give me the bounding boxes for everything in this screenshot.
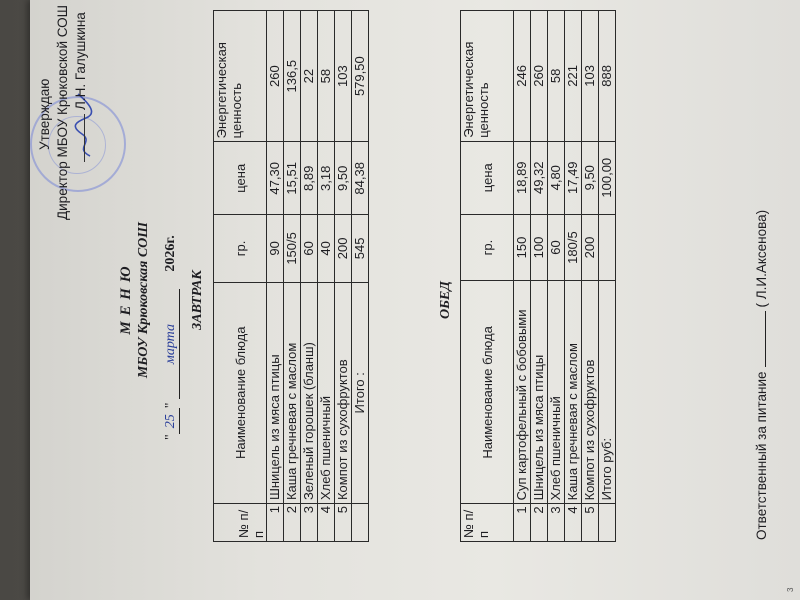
lunch-table [460, 10, 616, 542]
table-total-row: Итого руб: 100,00 888 [599, 11, 616, 542]
approval-line-2: Директор МБОУ Крюковской СОШ [55, 4, 70, 220]
responsible-label: Ответственный за питание [754, 371, 769, 540]
table-row: 5 Компот из сухофруктов 200 9,50 103 [335, 11, 352, 542]
table-row: 3 Хлеб пшеничный 60 4,80 58 [548, 11, 565, 542]
table-row: 4 Хлеб пшеничный 40 3,18 58 [318, 11, 335, 542]
column-header-energy: Энергетическая ценность [461, 11, 514, 142]
menu-paper-sheet [30, 0, 800, 600]
column-header-energy: Энергетическая ценность [214, 11, 267, 142]
column-header-grams: гр. [461, 214, 514, 281]
breakfast-table [213, 10, 369, 542]
responsible-signature-line [754, 210, 769, 540]
table-total-row: Итого : 545 84,38 579,50 [352, 11, 369, 542]
approval-line-3: Л.Н. Галушкина [73, 12, 88, 110]
table-row: 2 Каша гречневая с маслом 150/5 15,51 136,5 [284, 11, 301, 542]
breakfast-heading: ЗАВТРАК [190, 270, 205, 330]
column-header-price: цена [461, 141, 514, 214]
table-row: 3 Зеленый горошек (бланш) 60 8,89 22 [301, 11, 318, 542]
table-row: 4 Каша гречневая с маслом 180/5 17,49 221 [565, 11, 582, 542]
column-header-name: Наименование блюда [461, 281, 514, 504]
table-row: 5 Компот из сухофруктов 200 9,50 103 [582, 11, 599, 542]
column-header-grams: гр. [214, 215, 267, 282]
responsible-signature-icon [765, 311, 766, 367]
menu-date: "25" марта 2026г. [163, 235, 178, 440]
approval-line-1: Утверждаю [37, 78, 52, 150]
school-name: МБОУ Крюковская СОШ [136, 221, 151, 379]
table-row: 1 Суп картофельный с бобовыми 150 18,89 246 [514, 11, 531, 542]
date-month: марта [163, 289, 180, 399]
signature-line [84, 114, 85, 162]
column-header-price: цена [214, 142, 267, 215]
lunch-heading: ОБЕД [438, 281, 453, 319]
table-row: 2 Шницель из мяса птицы 100 49,32 260 [531, 11, 548, 542]
responsible-name: ( Л.И.Аксенова) [754, 209, 769, 308]
table-header-row [461, 11, 514, 542]
page-number: 3 [786, 587, 795, 592]
table-header-row [214, 11, 267, 542]
table-row: 1 Шницель из мяса птицы 90 47,30 260 [267, 11, 284, 542]
approval-block [36, 5, 90, 220]
date-day: 25 [163, 408, 180, 434]
column-header-name: Наименование блюда [214, 282, 267, 504]
menu-document [30, 0, 800, 600]
column-header-number: № п/п [461, 504, 514, 542]
date-year: 2026г. [163, 235, 178, 272]
column-header-number: № п/п [214, 504, 267, 542]
menu-title: М Е Н Ю [118, 265, 134, 335]
